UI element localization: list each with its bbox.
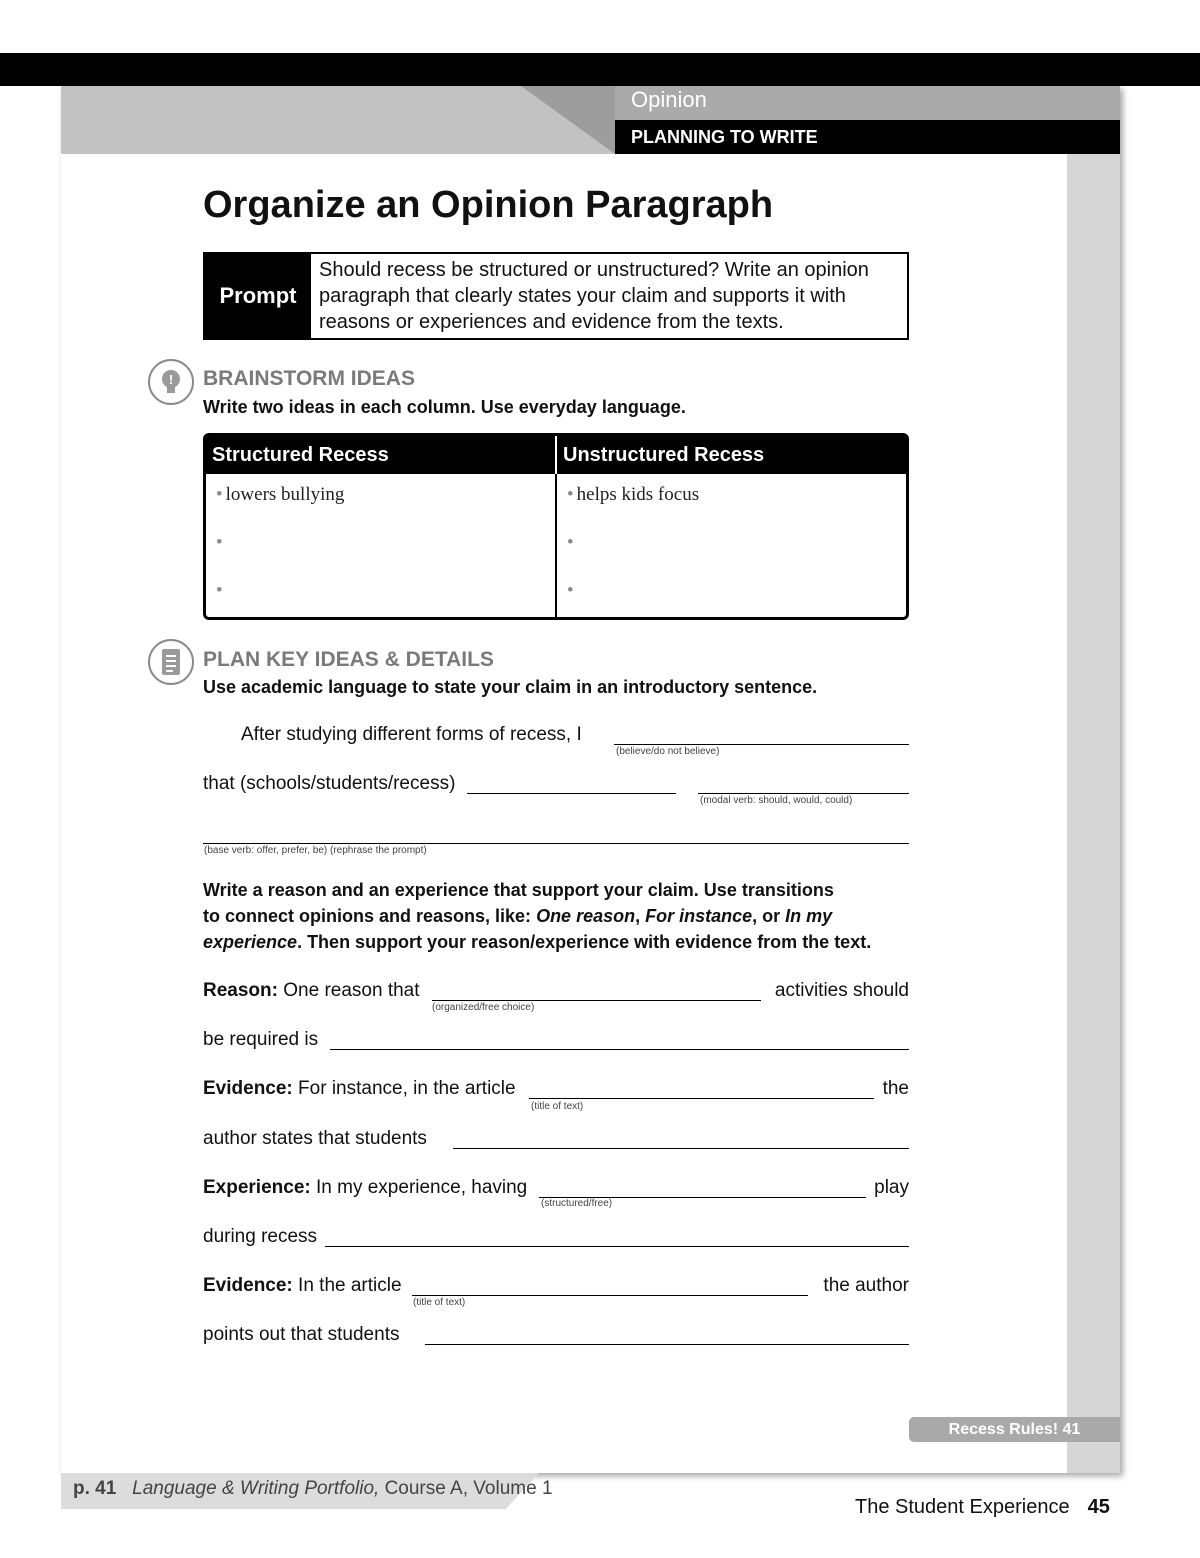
evidence-text: In the article bbox=[292, 1275, 402, 1296]
idea-text: lowers bullying bbox=[225, 484, 345, 505]
prompt-line: paragraph that clearly states your claim and supports it with bbox=[319, 285, 846, 307]
reason-label: Reason: bbox=[203, 980, 278, 1001]
reason-instruction bbox=[203, 877, 913, 955]
prompt-line: Should recess be structured or unstructured? Write an opinion bbox=[319, 259, 869, 281]
title-blank[interactable] bbox=[412, 1295, 808, 1296]
unstructured-recess-header: Unstructured Recess bbox=[555, 436, 906, 474]
svg-text:!: ! bbox=[168, 372, 174, 387]
transition-example: For instance bbox=[645, 906, 753, 926]
footer-right-text: The Student Experience bbox=[855, 1496, 1070, 1518]
experience-lead bbox=[203, 1177, 527, 1199]
lightbulb-icon bbox=[148, 359, 194, 405]
bullet-icon: • bbox=[567, 532, 574, 553]
organized-hint: (organized/free choice) bbox=[432, 1002, 535, 1013]
instruction-text: to connect opinions and reasons, like: bbox=[203, 906, 537, 926]
instruction-line: Write a reason and an experience that support your claim. Use transitions bbox=[203, 880, 834, 900]
evidence1-end-text: the bbox=[882, 1078, 909, 1099]
modal-verb-hint: (modal verb: should, would, could) bbox=[700, 795, 853, 806]
structured-column bbox=[206, 474, 555, 617]
evidence2-lead bbox=[203, 1275, 402, 1297]
structured-recess-header: Structured Recess bbox=[212, 444, 389, 466]
during-recess-blank[interactable] bbox=[325, 1246, 909, 1247]
footer-right bbox=[855, 1496, 1110, 1519]
book-title: Language & Writing Portfolio, bbox=[132, 1478, 380, 1499]
brainstorm-instruction: Write two ideas in each column. Use everyday language. bbox=[203, 397, 686, 417]
base-verb-blank[interactable] bbox=[203, 843, 909, 844]
page-ref: p. 41 bbox=[73, 1478, 117, 1499]
evidence-label: Evidence: bbox=[203, 1078, 293, 1099]
top-black-bar bbox=[0, 53, 1200, 86]
table-body bbox=[206, 474, 906, 617]
instruction-text: . Then support your reason/experience with evidence from the text. bbox=[297, 932, 872, 952]
points-out-text: points out that students bbox=[203, 1324, 400, 1345]
experience-text: In my experience, having bbox=[310, 1177, 528, 1198]
list-item[interactable] bbox=[216, 532, 226, 554]
structured-free-hint: (structured/free) bbox=[541, 1198, 613, 1209]
prompt-line: reasons or experiences and evidence from the texts. bbox=[319, 311, 784, 333]
instruction-line bbox=[203, 903, 913, 929]
required-blank[interactable] bbox=[330, 1049, 909, 1050]
list-item[interactable] bbox=[216, 580, 226, 602]
page-number: 45 bbox=[1087, 1496, 1110, 1518]
bullet-icon: • bbox=[216, 484, 223, 505]
evidence1-lead bbox=[203, 1078, 516, 1100]
author-states-blank[interactable] bbox=[453, 1148, 909, 1149]
evidence2-end-text: the author bbox=[823, 1275, 909, 1296]
claim-that-text: that (schools/students/recess) bbox=[203, 773, 456, 794]
bullet-icon: • bbox=[567, 484, 574, 505]
idea-text: helps kids focus bbox=[576, 484, 700, 505]
footer-reference bbox=[73, 1478, 553, 1500]
points-out-blank[interactable] bbox=[425, 1344, 909, 1345]
author-states-text: author states that students bbox=[203, 1128, 427, 1149]
page-tab: Recess Rules! 41 bbox=[909, 1417, 1120, 1442]
instruction-line bbox=[203, 929, 913, 955]
right-margin-strip bbox=[1067, 154, 1120, 1473]
title-hint: (title of text) bbox=[413, 1297, 466, 1308]
table-header bbox=[206, 436, 906, 474]
believe-hint: (believe/do not believe) bbox=[616, 746, 720, 757]
evidence-text: For instance, in the article bbox=[292, 1078, 516, 1099]
prompt-text bbox=[311, 254, 877, 338]
claim-start-text: After studying different forms of recess, I bbox=[241, 724, 582, 745]
plan-instruction: Use academic language to state your claim in an introductory sentence. bbox=[203, 677, 818, 697]
believe-blank[interactable] bbox=[614, 744, 909, 745]
bullet-icon: • bbox=[216, 580, 223, 601]
transition-example: In my bbox=[785, 906, 833, 926]
plan-heading: PLAN KEY IDEAS & DETAILS bbox=[203, 648, 494, 671]
reason-end-text: activities should bbox=[774, 980, 909, 1001]
brainstorm-heading: BRAINSTORM IDEAS bbox=[203, 367, 415, 390]
category-label: Opinion bbox=[615, 86, 1120, 120]
reason-lead bbox=[203, 980, 420, 1002]
transition-example: One reason bbox=[536, 906, 636, 926]
instruction-text: , or bbox=[752, 906, 786, 926]
course-label: Course A, Volume 1 bbox=[379, 1478, 553, 1499]
bullet-icon: • bbox=[216, 532, 223, 553]
modal-verb-blank[interactable] bbox=[698, 793, 909, 794]
brainstorm-table bbox=[203, 433, 909, 620]
reason-text: One reason that bbox=[277, 980, 420, 1001]
instruction-text: , bbox=[635, 906, 646, 926]
notepad-icon bbox=[148, 639, 194, 685]
list-item[interactable] bbox=[567, 484, 699, 506]
unstructured-column bbox=[555, 474, 906, 617]
experience-end-text: play bbox=[874, 1177, 909, 1198]
during-recess-text: during recess bbox=[203, 1226, 318, 1247]
experience-label: Experience: bbox=[203, 1177, 311, 1198]
prompt-box bbox=[203, 252, 909, 340]
bullet-icon: • bbox=[567, 580, 574, 601]
subhead-label: PLANNING TO WRITE bbox=[615, 120, 1120, 154]
list-item[interactable] bbox=[567, 580, 577, 602]
evidence-label: Evidence: bbox=[203, 1275, 293, 1296]
subject-blank[interactable] bbox=[467, 793, 676, 794]
title-hint: (title of text) bbox=[531, 1101, 584, 1112]
title-blank[interactable] bbox=[529, 1098, 874, 1099]
page-title: Organize an Opinion Paragraph bbox=[203, 184, 774, 226]
prompt-label: Prompt bbox=[205, 254, 311, 338]
reason-blank[interactable] bbox=[432, 1000, 761, 1001]
list-item[interactable] bbox=[216, 484, 344, 506]
base-verb-hint: (base verb: offer, prefer, be) (rephrase the prompt) bbox=[204, 845, 427, 856]
transition-example: experience bbox=[203, 932, 298, 952]
list-item[interactable] bbox=[567, 532, 577, 554]
required-text: be required is bbox=[203, 1029, 319, 1050]
